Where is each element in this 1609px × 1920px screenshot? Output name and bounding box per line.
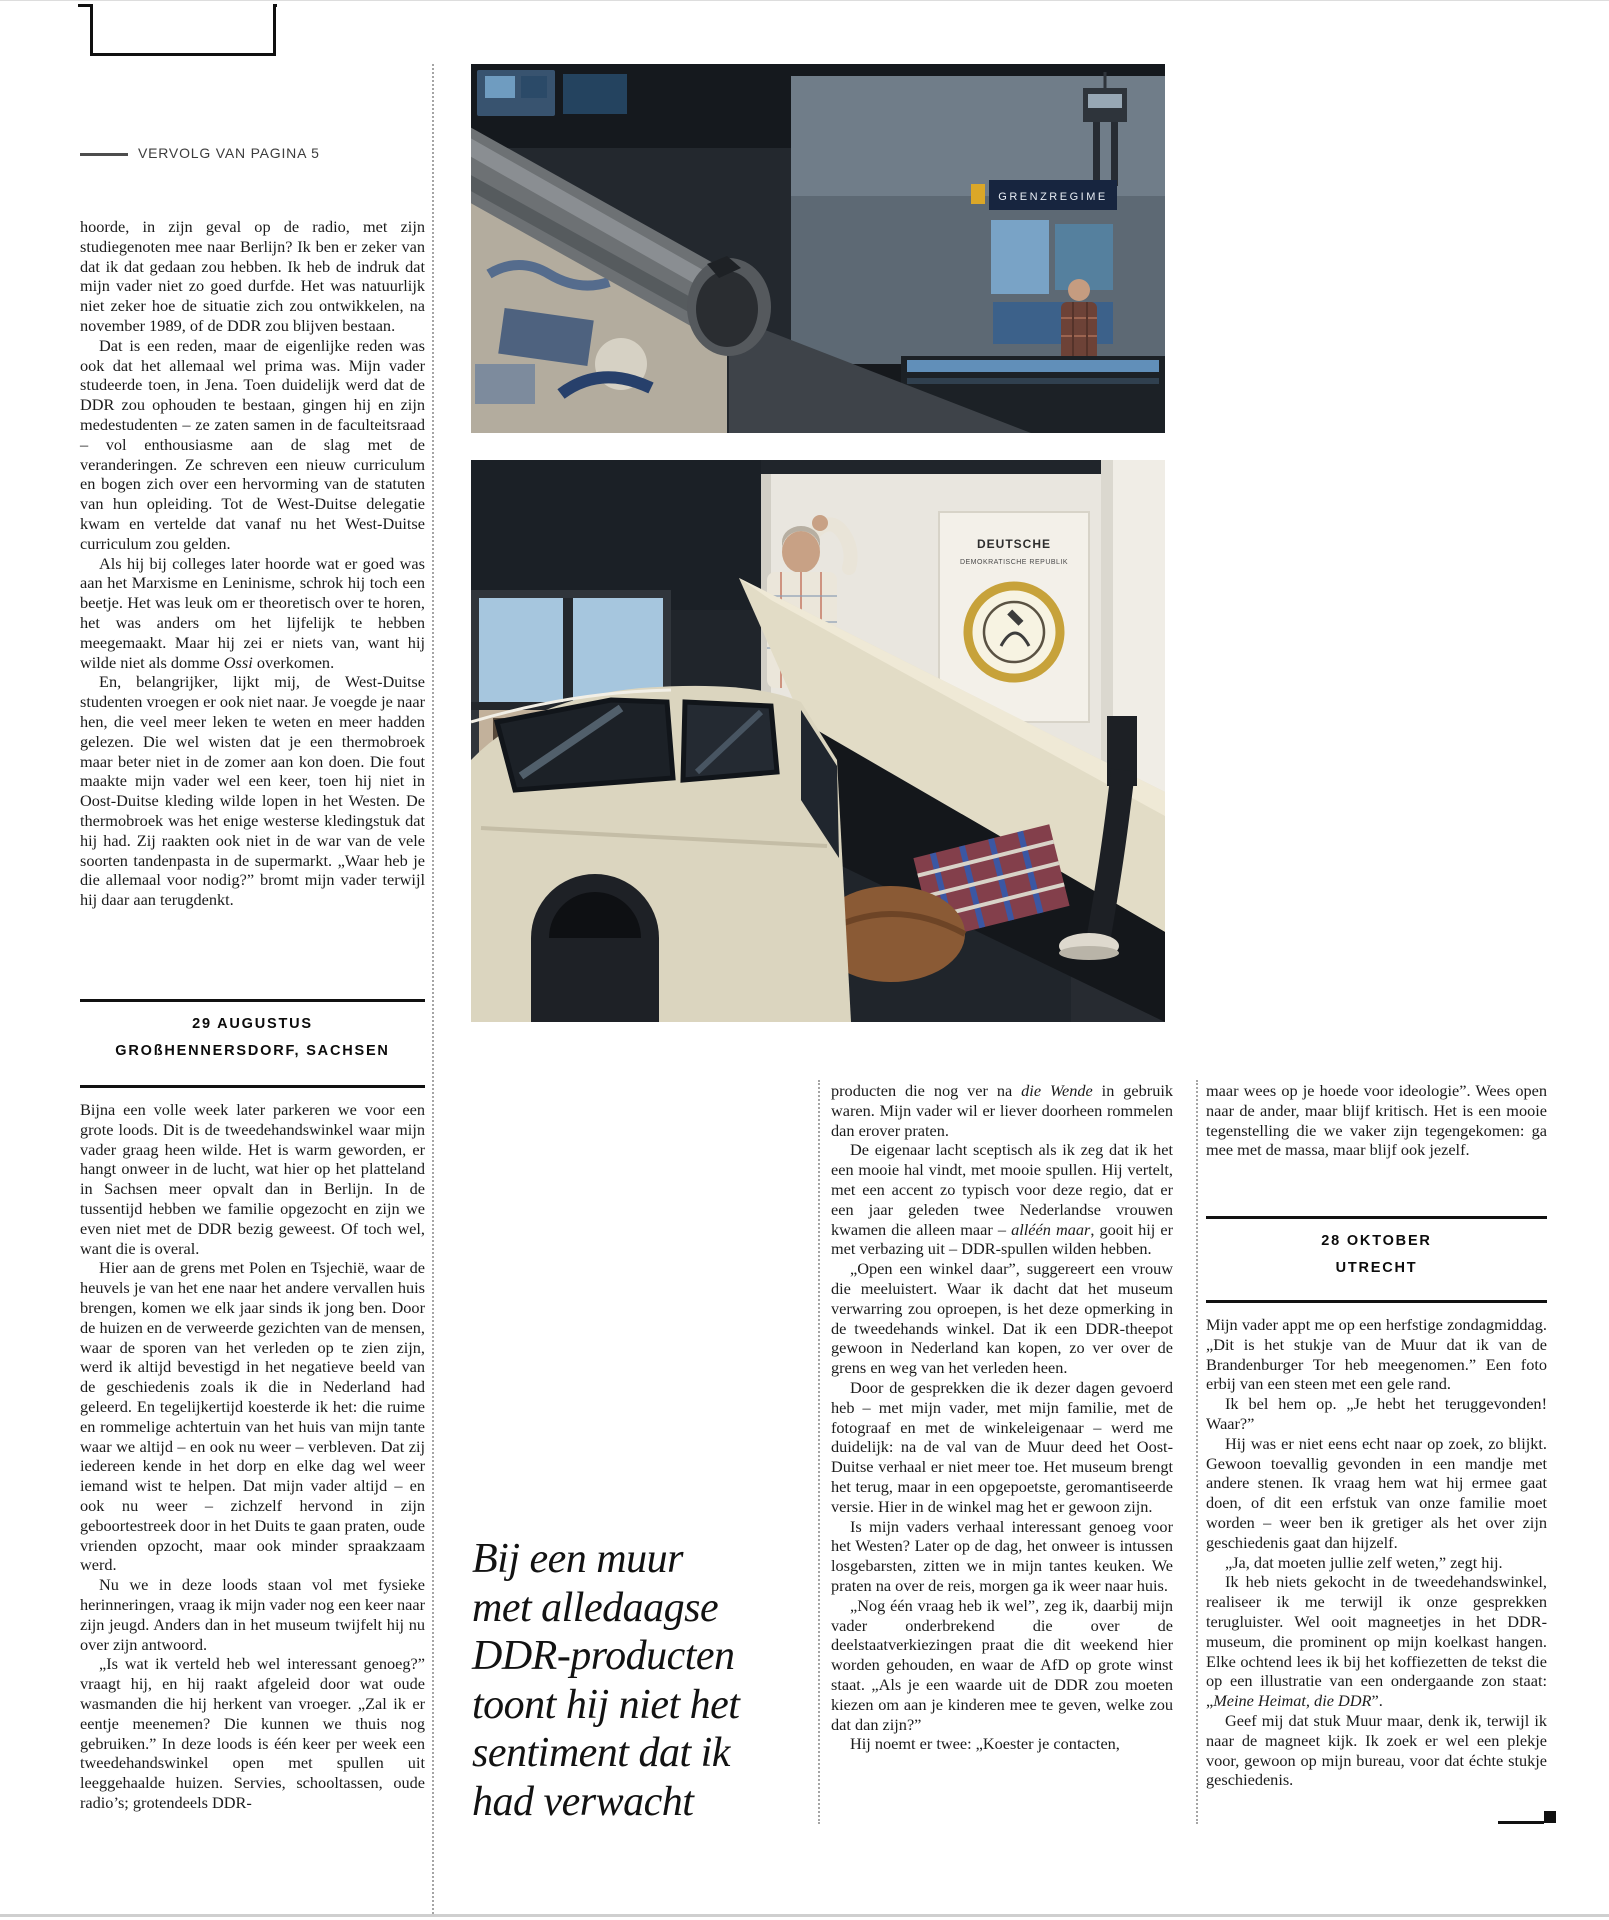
- dateline-date: 28 OKTOBER: [1321, 1233, 1432, 1249]
- photo-museum-wall: [471, 64, 1165, 433]
- article-paragraph: Is mijn vaders verhaal interessant genoeg voor het Westen? Later op de dag, het onweer is intussen losgebarsten, zitten we in mijn tantes keuken. We praten na over de reis, morgen ga ik weer naar huis.: [831, 1516, 1173, 1595]
- article-paragraph: Ik bel hem op. „Je hebt het teruggevonden! Waar?”: [1206, 1394, 1547, 1433]
- yellow-tag: [971, 184, 985, 204]
- article-paragraph: Hij was er niet eens echt naar op zoek, zo blijkt. Gewoon toevallig gevonden in een mandje met andere stenen. Ik vraag hem wat hij ermee gaat doen, of dit een erfstuk van onze familie moet worden – weer ben ik gretiger als het over zijn geschiedenis gaat dan hijzelf.: [1206, 1433, 1547, 1552]
- dateline-place: UTRECHT: [1335, 1260, 1418, 1276]
- article-column-left-bottom: [80, 1100, 425, 1813]
- article-paragraph: Geef mij dat stuk Muur maar, denk ik, terwijl ik naar de magneet kijk. Ik zoek er wel een plekje voor, gewoon op mijn bureau, voor dat échte stukje geschiedenis.: [1206, 1710, 1547, 1790]
- page-top-hairline: [0, 0, 1609, 1]
- pull-quote-line: sentiment dat ik: [472, 1730, 730, 1776]
- photo-museum-wall-illustration: [471, 64, 1165, 433]
- dateline-utrecht: [1206, 1216, 1547, 1303]
- continuation-rule: [80, 153, 128, 156]
- dateline-date: 29 AUGUSTUS: [192, 1016, 313, 1032]
- article-paragraph: Dat is een reden, maar de eigenlijke reden was ook dat het allemaal wel prima was. Mijn vader studeerde toen, in Jena. Toen duidelijk werd dat de DDR zou ophouden te bestaan, gingen hij en zijn medestudenten – ze zaten samen in de faculteitsraad – vol enthousiasme aan de slag met de veranderingen. Ze schreven een nieuw curriculum en bogen zich over een hervorming van de statuten van hun opleiding. Tot de West-Duitse delegatie kwam en vertelde dat vanaf nu het West-Duitse curriculum zou gelden.: [80, 335, 425, 553]
- article-paragraph: Door de gesprekken die ik dezer dagen gevoerd heb – met mijn vader, met mijn familie, met de fotograaf en met de winkeleigenaar – werd me duidelijk: na de val van de Muur deed het Oost-Duitse verhaal er niet meer toe. Het museum brengt het terug, maar in een opgepoetste, geromantiseerde versie. Hier in de winkel mag het er gewoon zijn.: [831, 1377, 1173, 1516]
- grenzregime-sign-text: GRENZREGIME: [998, 191, 1108, 203]
- article-end-rule: [1498, 1821, 1544, 1824]
- article-paragraph: Als hij bij colleges later hoorde wat er goed was aan het Marxisme en Leninisme, schrok hij toch een beetje. Het was leuk om er theoretisch over te horen, het was anders om het lijfelijk te hebben meegemaakt. Maar hij zei er niets van, want hij wilde niet als domme Ossi overkomen.: [80, 553, 425, 672]
- dateline-grossHennersdorf: [80, 999, 425, 1088]
- article-column-right-bottom: [1206, 1315, 1547, 1790]
- article-paragraph: „Is wat ik verteld heb wel interessant genoeg?” vraagt hij, en hij raakt afgeleid door wat oude wasmanden die hij herkent van vroeger. „Zal ik er eentje meenemen? Die kunnen we thuis nog gebruiken.” In deze loods is één keer per week een tweedehandswinkel open met spullen uit leeggehaalde huizen. Servies, schooltassen, oude radio’s; grotendeels DDR-: [80, 1654, 425, 1812]
- article-paragraph: De eigenaar lacht sceptisch als ik zeg dat ik het een mooie hal vindt, met mooie spullen. Hij vertelt, met een accent zo typisch voor deze regio, dat er een jaar geleden twee Nederlandse vrouwen kwamen die alleen maar – alléén maar, gooit hij er met verbazing uit – DDR-spullen wilden hebben.: [831, 1140, 1174, 1259]
- article-paragraph: Mijn vader appt me op een herfstige zondagmiddag. „Dit is het stukje van de Muur dat ik van de Brandenburger Tor heb meegenomen.” Een foto erbij van een steen met een gele rand.: [1206, 1315, 1547, 1394]
- ddr-plaque-line1: DEUTSCHE: [976, 537, 1052, 551]
- photo-trabant-museum: [471, 460, 1165, 1022]
- pull-quote: [472, 1535, 824, 1826]
- article-paragraph: maar wees op je hoede voor ideologie”. Wees open naar de ander, maar blijf kritisch. Het is een mooie tegenstelling die we vaker zijn tegengekomen: ga mee met de massa, maar blijf ook jezelf.: [1206, 1081, 1547, 1160]
- article-paragraph: Hier aan de grens met Polen en Tsjechië, waar de heuvels je van het ene naar het andere vervallen huis brengen, komen we elk jaar sinds ik jong ben. Door de huizen en de verweerde gezichten van de mensen, waar de sporen van het verleden op te zien zijn, werd ik altijd bevestigd in het negatieve beeld van de geschiedenis zoals ik die in Nederland had geleerd. En tegelijkertijd koesterde ik het: die ruime en rommelige achtertuin van het huis van mijn tante waar we altijd – en ook nu weer – verbleven. Dat zij iedereen kende in het dorp en elke dag wel weer iemand wist te helpen. Dat mijn vader altijd – en ook nu weer – zichzelf hervond in zijn geboortestreek door in het Duits te gaan praten, oude vrienden opzocht, maar ook minder spraakzaam werd.: [80, 1258, 425, 1575]
- column-divider-right: [1196, 1080, 1198, 1824]
- article-paragraph: Ik heb niets gekocht in de tweedehandswinkel, realiseer ik me terwijl ik onze gesprekken terugluister. Wel ooit magneetjes in het DDR-museum, die prominent op mijn koelkast hangen. Elke ochtend lees ik bij het koffiezetten de tekst die op een illustratie van een ondergaande zon staat: „Meine Heimat, die DDR”.: [1206, 1572, 1547, 1711]
- article-column-right-top: [1206, 1081, 1547, 1160]
- article-end-mark: [1544, 1811, 1556, 1823]
- ddr-plaque-line2: DEMOKRATISCHE REPUBLIK: [959, 559, 1069, 566]
- article-paragraph: producten die nog ver na die Wende in gebruik waren. Mijn vader wil er liever doorheen rommelen dan erover praten.: [831, 1081, 1173, 1140]
- dateline-place: GROßHENNERSDORF, SACHSEN: [115, 1043, 390, 1059]
- article-column-middle: [831, 1081, 1173, 1754]
- article-paragraph: En, belangrijker, lijkt mij, de West-Duitse studenten vroegen er ook niet naar. Je voegde je naar hen, die veel meer leken te weten en meer hadden gelezen. Die wel wisten dat je een thermobroek maar beter niet in de zomer aan kon doen. Die fout maakte mijn vader wel een keer, toen hij niet in Oost-Duitse kleding wilde lopen in het Westen. De thermobroek was het enige westerse kledingstuk dat hij had. Zij raakten ook niet in de war van de vele soorten tandenpasta in de supermarkt. „Waar heb je die allemaal voor nodig?” bromt mijn vader terwijl hij daar aan terugdenkt.: [80, 672, 425, 910]
- masthead-box: [90, 4, 276, 56]
- article-paragraph: „Open een winkel daar”, suggereert een vrouw die meeluistert. Waar ik dacht dat het museum verwarring zou oproepen, is het deze opmerking in de tweedehands winkel. Dat ik een DDR-theepot gewoon in Nederland kan kopen, zo ver over de grens en weg van het verleden heen.: [831, 1259, 1173, 1378]
- article-paragraph: Nu we in deze loods staan vol met fysieke herinneringen, vraag ik mijn vader nog een keer naar zijn jeugd. Anders dan in het museum twijfelt hij nu over zijn antwoord.: [80, 1575, 425, 1654]
- pull-quote-line: Bij een muur: [472, 1536, 683, 1582]
- continuation-label: VERVOLG VAN PAGINA 5: [138, 145, 320, 161]
- column-divider-left: [432, 64, 434, 1914]
- pull-quote-line: DDR-producten: [472, 1633, 735, 1679]
- article-paragraph: Hij noemt er twee: „Koester je contacten,: [850, 1734, 1120, 1754]
- trabant-car: [471, 686, 851, 1022]
- pull-quote-line: met alledaagse: [472, 1584, 719, 1631]
- article-paragraph: hoorde, in zijn geval op de radio, met zijn studiegenoten mee naar Berlijn? Ik ben er zeker van dat ik dat gedaan zou hebben. Ik heb de indruk dat mijn vader niet zo goed durfde. Het was natuurlijk niet zeker hoe de situatie zich zou ontwikkelen, na november 1989, of de DDR zou blijven bestaan.: [80, 217, 425, 335]
- article-column-left-top: [80, 217, 425, 910]
- article-paragraph: „Nog één vraag heb ik wel”, zeg ik, daarbij mijn vader onderbrekend die over de deelstaatverkiezingen praat die dit weekend hier worden gehouden, en waar de AfD op grote winst staat. „Als je een waarde uit de DDR zou moeten kiezen om aan je kinderen mee te geven, welke zou dat dan zijn?”: [831, 1595, 1173, 1734]
- grenzregime-sign: [989, 180, 1117, 210]
- pull-quote-line: toont hij niet het: [472, 1681, 740, 1728]
- article-paragraph: „Ja, dat moeten jullie zelf weten,” zegt hij.: [1225, 1552, 1503, 1572]
- pull-quote-line: had verwacht: [472, 1778, 694, 1825]
- article-paragraph: Bijna een volle week later parkeren we voor een grote loods. Dit is de tweedehandswinkel waar mijn vader graag heen wilde. Het is warm geworden, er hangt onweer in de lucht, wat hier op het platteland in Sachsen meer opvalt dan in Berlijn. In de tussentijd hebben we familie opgezocht en zijn we even niet met de DDR bezig geweest. Of toch wel, want die is overal.: [80, 1100, 425, 1258]
- page-bottom-rule: [0, 1914, 1609, 1917]
- photo-trabant-illustration: [471, 460, 1165, 1022]
